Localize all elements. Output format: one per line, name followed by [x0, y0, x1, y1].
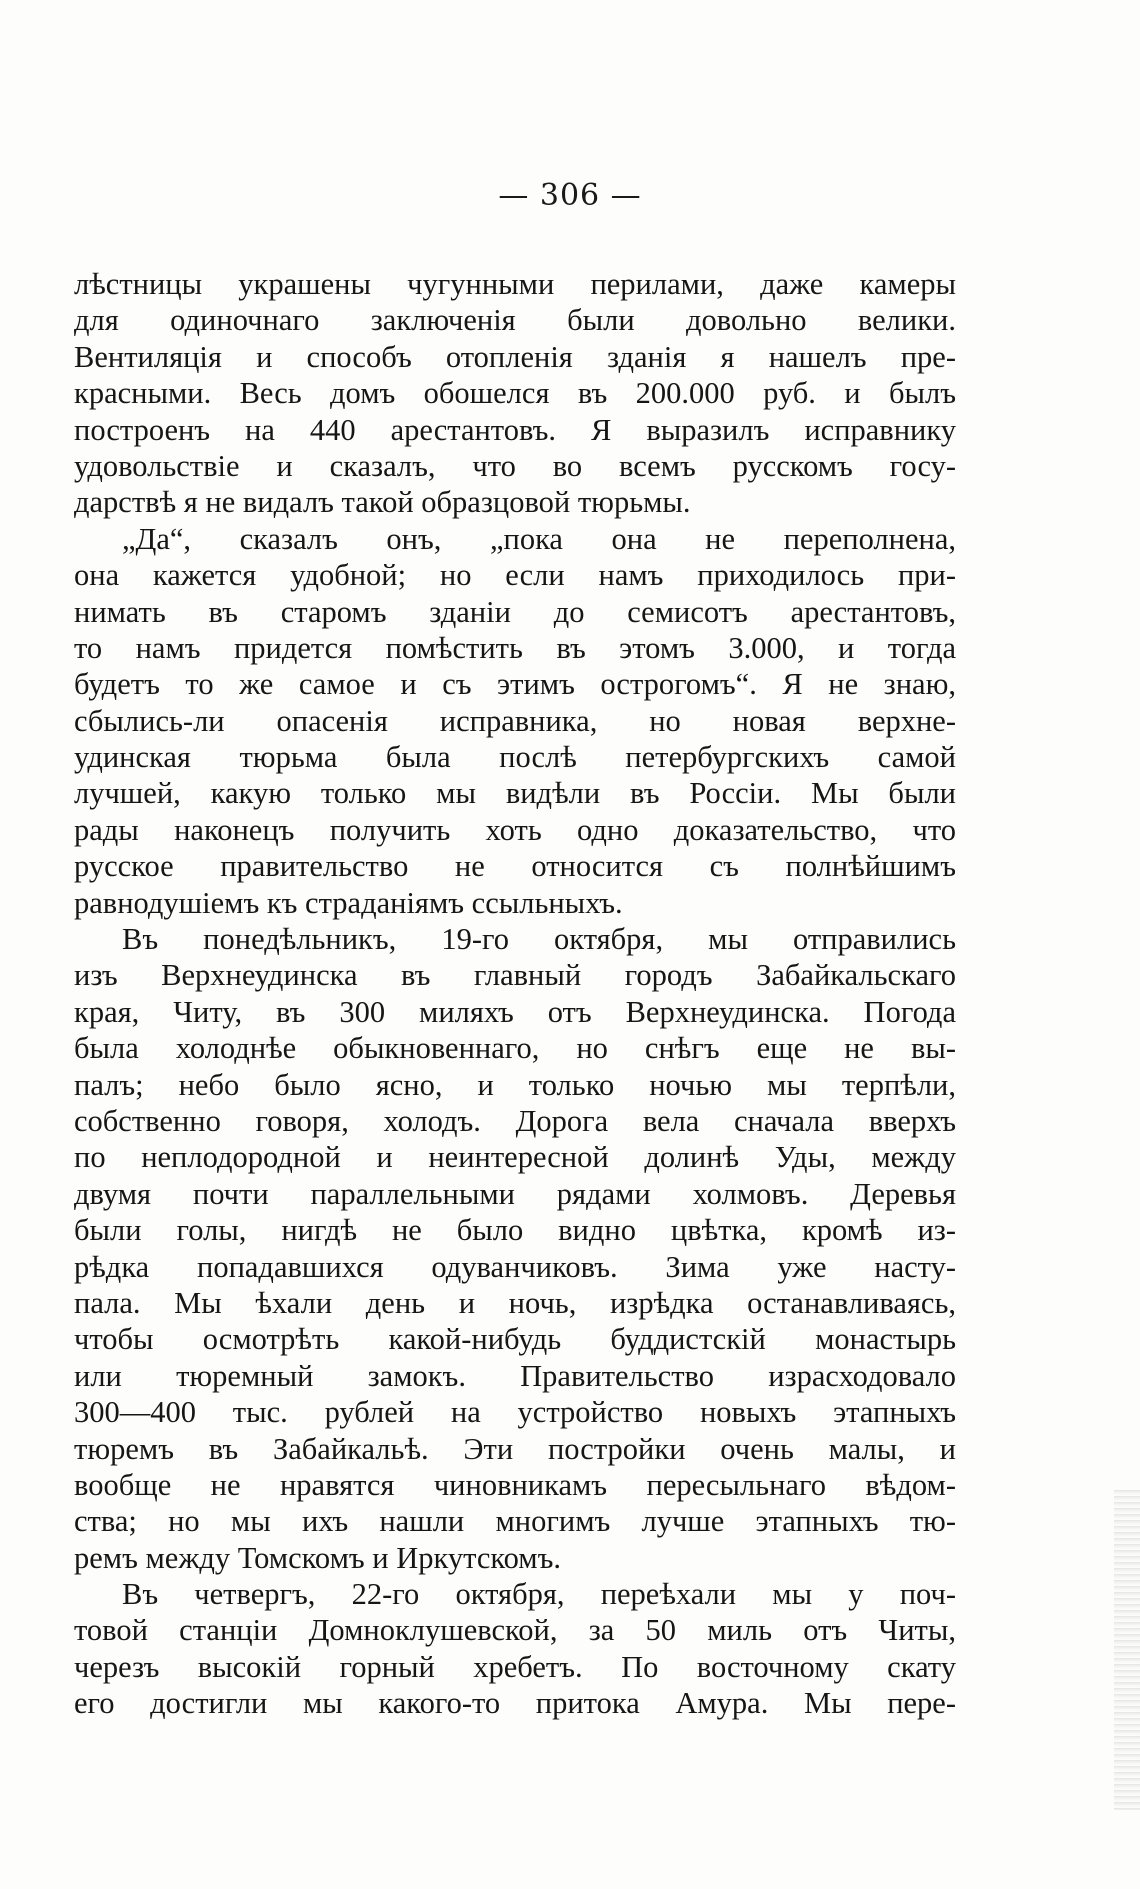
text-line: то намъ придется помѣстить въ этомъ 3.000, и тогда	[74, 630, 956, 665]
paragraph	[74, 521, 956, 921]
text-line: была холоднѣе обыкновеннаго, но снѣгъ еще не вы-	[74, 1031, 956, 1066]
text-line: вообще не нравятся чиновникамъ пересыльнаго вѣдом-	[74, 1467, 956, 1502]
text-line: ремъ между Томскомъ и Иркутскомъ.	[74, 1540, 562, 1575]
scan-edge-artifact	[1114, 1490, 1140, 1810]
text-line: Въ понедѣльникъ, 19-го октября, мы отправились	[122, 922, 956, 957]
text-line: чтобы осмотрѣть какой-нибудь буддистскій монастырь	[74, 1322, 956, 1357]
text-line: пала. Мы ѣхали день и ночь, изрѣдка останавливаясь,	[74, 1285, 956, 1320]
text-line: края, Читу, въ 300 миляхъ отъ Верхнеудинска. Погода	[74, 994, 956, 1029]
text-line: Въ четвергъ, 22-го октября, переѣхали мы у поч-	[122, 1577, 956, 1612]
text-line: построенъ на 440 арестантовъ. Я выразилъ исправнику	[74, 412, 956, 447]
text-line: русское правительство не относится съ полнѣйшимъ	[74, 849, 956, 884]
text-line: сбылись-ли опасенія исправника, но новая верхне-	[74, 703, 956, 738]
text-line: двумя почти параллельными рядами холмовъ. Деревья	[74, 1176, 956, 1211]
text-line: Вентиляція и способъ отопленія зданія я нашелъ пре-	[74, 339, 956, 374]
text-line: нимать въ старомъ зданіи до семисотъ арестантовъ,	[74, 594, 956, 629]
text-line: будетъ то же самое и съ этимъ острогомъ“. Я не знаю,	[74, 667, 956, 702]
text-line: его достигли мы какого-то притока Амура. Мы пере-	[74, 1686, 956, 1721]
text-line: рады наконецъ получить хоть одно доказательство, что	[74, 812, 956, 847]
paragraph	[74, 266, 956, 521]
text-line: лѣстницы украшены чугунными перилами, даже камеры	[74, 267, 956, 301]
body-text	[74, 266, 956, 1722]
text-line: ства; но мы ихъ нашли многимъ лучше этапныхъ тю-	[74, 1504, 956, 1539]
text-line: для одиночнаго заключенія были довольно велики.	[74, 303, 956, 338]
text-line: или тюремный замокъ. Правительство израсходовало	[74, 1358, 956, 1393]
text-line: тюремъ въ Забайкальѣ. Эти постройки очень малы, и	[74, 1431, 956, 1466]
text-line: лучшей, какую только мы видѣли въ Россіи. Мы были	[74, 776, 956, 811]
paragraph	[74, 921, 956, 1576]
text-line: она кажется удобной; но если намъ приходилось при-	[74, 558, 956, 593]
paragraph	[74, 1576, 956, 1722]
text-line: черезъ высокій горный хребетъ. По восточному скату	[74, 1649, 956, 1684]
text-line: равнодушіемъ къ страданіямъ ссыльныхъ.	[74, 885, 623, 920]
text-line: рѣдка попадавшихся одуванчиковъ. Зима уже насту-	[74, 1249, 956, 1284]
text-line: удовольствіе и сказалъ, что во всемъ русскомъ госу-	[74, 448, 956, 483]
text-line: красными. Весь домъ обошелся въ 200.000 руб. и былъ	[74, 376, 956, 411]
text-line: товой станціи Домноклушевской, за 50 миль отъ Читы,	[74, 1613, 956, 1648]
text-line: собственно говоря, холодъ. Дорога вела сначала вверхъ	[74, 1103, 956, 1138]
text-line: удинская тюрьма была послѣ петербургскихъ самой	[74, 740, 956, 775]
text-line: „Да“, сказалъ онъ, „пока она не переполнена,	[122, 521, 956, 556]
text-line: дарствѣ я не видалъ такой образцовой тюрьмы.	[74, 485, 691, 520]
text-line: палъ; небо было ясно, и только ночью мы терпѣли,	[74, 1067, 956, 1102]
page-number: — 306 —	[498, 178, 642, 213]
text-line: были голы, нигдѣ не было видно цвѣтка, кромѣ из-	[74, 1213, 956, 1248]
text-line: 300—400 тыс. рублей на устройство новыхъ этапныхъ	[74, 1395, 956, 1430]
text-line: изъ Верхнеудинска въ главный городъ Забайкальскаго	[74, 958, 956, 993]
text-line: по неплодородной и неинтересной долинѣ Уды, между	[74, 1140, 956, 1175]
